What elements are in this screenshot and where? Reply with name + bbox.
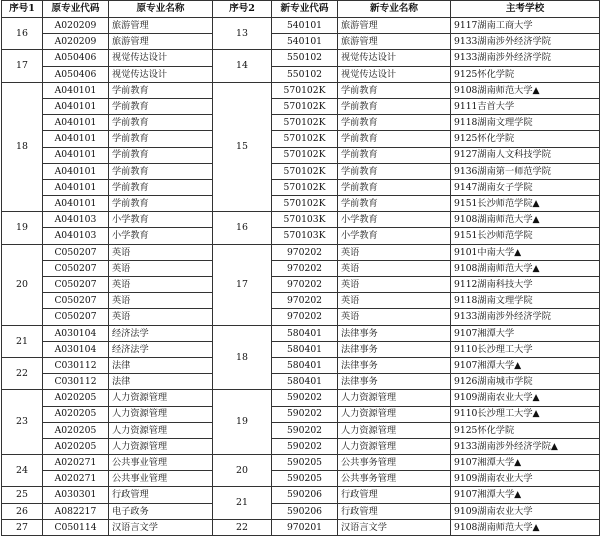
- table-row: [2, 390, 600, 406]
- orig-name-cell: 学前教育: [109, 98, 213, 114]
- new-name-cell: 英语: [338, 260, 451, 276]
- new-code-cell: 570103K: [272, 212, 338, 228]
- orig-code-cell: C050207: [43, 244, 109, 260]
- table-row: [2, 82, 600, 98]
- orig-code-cell: A040101: [43, 98, 109, 114]
- new-code-cell: 570102K: [272, 179, 338, 195]
- orig-code-cell: C050114: [43, 519, 109, 535]
- orig-name-cell: 公共事业管理: [109, 455, 213, 471]
- table-row: [2, 487, 600, 503]
- new-code-cell: 590205: [272, 471, 338, 487]
- new-name-cell: 人力资源管理: [338, 406, 451, 422]
- new-code-cell: 570102K: [272, 115, 338, 131]
- orig-code-cell: A020205: [43, 438, 109, 454]
- new-code-cell: 580401: [272, 341, 338, 357]
- orig-name-cell: 法律: [109, 374, 213, 390]
- new-code-cell: 590205: [272, 455, 338, 471]
- new-code-cell: 540101: [272, 18, 338, 34]
- new-code-cell: 590206: [272, 487, 338, 503]
- school-cell: 9133湖南涉外经济学院: [451, 309, 600, 325]
- seq2-cell: 18: [213, 325, 272, 390]
- new-code-cell: 970202: [272, 244, 338, 260]
- school-cell: 9112湖南科技大学: [451, 277, 600, 293]
- orig-code-cell: A040101: [43, 82, 109, 98]
- orig-code-cell: A020205: [43, 390, 109, 406]
- seq1-cell: 24: [2, 455, 43, 487]
- new-name-cell: 法律事务: [338, 341, 451, 357]
- table-row: [2, 212, 600, 228]
- orig-name-cell: 公共事业管理: [109, 471, 213, 487]
- table-header-row: [2, 1, 600, 18]
- table-row: [2, 260, 600, 276]
- table-row: [2, 98, 600, 114]
- table-row: [2, 131, 600, 147]
- new-code-cell: 580401: [272, 325, 338, 341]
- major-mapping-table: [1, 0, 600, 536]
- school-cell: 9110长沙理工大学: [451, 341, 600, 357]
- orig-code-cell: A040103: [43, 212, 109, 228]
- new-name-cell: 学前教育: [338, 98, 451, 114]
- table-row: [2, 66, 600, 82]
- orig-code-cell: C030112: [43, 357, 109, 373]
- new-code-cell: 570102K: [272, 163, 338, 179]
- school-cell: 9118湖南文理学院: [451, 115, 600, 131]
- new-code-cell: 590202: [272, 422, 338, 438]
- new-name-cell: 学前教育: [338, 196, 451, 212]
- table-row: [2, 18, 600, 34]
- new-code-cell: 590206: [272, 503, 338, 519]
- school-cell: 9109湖南农业大学: [451, 503, 600, 519]
- seq2-cell: 21: [213, 487, 272, 519]
- table-row: [2, 422, 600, 438]
- school-cell: 9108湖南师范大学▲: [451, 82, 600, 98]
- table-row: [2, 471, 600, 487]
- table-row: [2, 34, 600, 50]
- school-cell: 9118湖南文理学院: [451, 293, 600, 309]
- orig-code-cell: A040101: [43, 163, 109, 179]
- table-row: [2, 455, 600, 471]
- new-name-cell: 行政管理: [338, 503, 451, 519]
- header-orig-name: 原专业名称: [109, 1, 213, 18]
- orig-name-cell: 法律: [109, 357, 213, 373]
- orig-name-cell: 学前教育: [109, 163, 213, 179]
- new-name-cell: 公共事务管理: [338, 471, 451, 487]
- new-name-cell: 法律事务: [338, 325, 451, 341]
- new-name-cell: 学前教育: [338, 163, 451, 179]
- orig-name-cell: 人力资源管理: [109, 438, 213, 454]
- school-cell: 9136湖南第一师范学院: [451, 163, 600, 179]
- school-cell: 9117湖南工商大学: [451, 18, 600, 34]
- new-name-cell: 法律事务: [338, 374, 451, 390]
- orig-name-cell: 小学教育: [109, 212, 213, 228]
- new-name-cell: 行政管理: [338, 487, 451, 503]
- header-new-name: 新专业名称: [338, 1, 451, 18]
- seq1-cell: 23: [2, 390, 43, 455]
- table-row: [2, 147, 600, 163]
- orig-name-cell: 经济法学: [109, 341, 213, 357]
- orig-name-cell: 学前教育: [109, 115, 213, 131]
- school-cell: 9111吉首大学: [451, 98, 600, 114]
- orig-code-cell: A020209: [43, 34, 109, 50]
- orig-code-cell: A040101: [43, 196, 109, 212]
- header-school: 主考学校: [451, 1, 600, 18]
- school-cell: 9133湖南涉外经济学院: [451, 50, 600, 66]
- new-code-cell: 590202: [272, 406, 338, 422]
- new-name-cell: 公共事务管理: [338, 455, 451, 471]
- seq1-cell: 17: [2, 50, 43, 82]
- school-cell: 9125怀化学院: [451, 131, 600, 147]
- new-name-cell: 法律事务: [338, 357, 451, 373]
- new-name-cell: 人力资源管理: [338, 438, 451, 454]
- new-name-cell: 学前教育: [338, 147, 451, 163]
- school-cell: 9107湘潭大学▲: [451, 357, 600, 373]
- orig-name-cell: 学前教育: [109, 196, 213, 212]
- seq2-cell: 14: [213, 50, 272, 82]
- seq1-cell: 16: [2, 18, 43, 50]
- new-name-cell: 学前教育: [338, 82, 451, 98]
- orig-name-cell: 人力资源管理: [109, 406, 213, 422]
- table-row: [2, 115, 600, 131]
- school-cell: 9147湖南女子学院: [451, 179, 600, 195]
- school-cell: 9110长沙理工大学▲: [451, 406, 600, 422]
- seq2-cell: 19: [213, 390, 272, 455]
- school-cell: 9133湖南涉外经济学院: [451, 34, 600, 50]
- orig-name-cell: 英语: [109, 277, 213, 293]
- new-code-cell: 970202: [272, 293, 338, 309]
- new-code-cell: 550102: [272, 50, 338, 66]
- orig-name-cell: 英语: [109, 293, 213, 309]
- new-code-cell: 570102K: [272, 196, 338, 212]
- new-name-cell: 学前教育: [338, 131, 451, 147]
- orig-code-cell: C050207: [43, 293, 109, 309]
- school-cell: 9125怀化学院: [451, 422, 600, 438]
- seq1-cell: 25: [2, 487, 43, 503]
- header-orig-code: 原专业代码: [43, 1, 109, 18]
- school-cell: 9127湖南人文科技学院: [451, 147, 600, 163]
- orig-code-cell: A050406: [43, 50, 109, 66]
- table-row: [2, 196, 600, 212]
- orig-code-cell: A020271: [43, 471, 109, 487]
- school-cell: 9133湖南涉外经济学院▲: [451, 438, 600, 454]
- school-cell: 9151长沙师范学院▲: [451, 196, 600, 212]
- seq2-cell: 16: [213, 212, 272, 244]
- orig-name-cell: 学前教育: [109, 147, 213, 163]
- table-row: [2, 406, 600, 422]
- seq1-cell: 21: [2, 325, 43, 357]
- school-cell: 9107湘潭大学: [451, 325, 600, 341]
- seq2-cell: 15: [213, 82, 272, 212]
- table-row: [2, 293, 600, 309]
- table-row: [2, 325, 600, 341]
- seq1-cell: 26: [2, 503, 43, 519]
- table-row: [2, 228, 600, 244]
- orig-code-cell: A082217: [43, 503, 109, 519]
- orig-name-cell: 旅游管理: [109, 34, 213, 50]
- seq1-cell: 22: [2, 357, 43, 389]
- orig-name-cell: 小学教育: [109, 228, 213, 244]
- orig-name-cell: 学前教育: [109, 131, 213, 147]
- orig-name-cell: 电子政务: [109, 503, 213, 519]
- new-name-cell: 旅游管理: [338, 34, 451, 50]
- header-new-code: 新专业代码: [272, 1, 338, 18]
- seq1-cell: 27: [2, 519, 43, 535]
- school-cell: 9107湘潭大学▲: [451, 455, 600, 471]
- school-cell: 9125怀化学院: [451, 66, 600, 82]
- orig-code-cell: A020205: [43, 406, 109, 422]
- seq2-cell: 20: [213, 455, 272, 487]
- new-code-cell: 580401: [272, 357, 338, 373]
- orig-code-cell: A030104: [43, 325, 109, 341]
- school-cell: 9109湖南农业大学▲: [451, 390, 600, 406]
- new-name-cell: 英语: [338, 309, 451, 325]
- orig-name-cell: 视觉传达设计: [109, 50, 213, 66]
- new-name-cell: 旅游管理: [338, 18, 451, 34]
- table-row: [2, 341, 600, 357]
- new-code-cell: 590202: [272, 438, 338, 454]
- new-code-cell: 550102: [272, 66, 338, 82]
- new-name-cell: 视觉传达设计: [338, 50, 451, 66]
- seq1-cell: 20: [2, 244, 43, 325]
- new-name-cell: 英语: [338, 244, 451, 260]
- school-cell: 9101中南大学▲: [451, 244, 600, 260]
- orig-code-cell: A040101: [43, 147, 109, 163]
- table-row: [2, 503, 600, 519]
- new-code-cell: 570102K: [272, 131, 338, 147]
- new-code-cell: 970201: [272, 519, 338, 535]
- seq2-cell: 17: [213, 244, 272, 325]
- school-cell: 9107湘潭大学▲: [451, 487, 600, 503]
- new-code-cell: 970202: [272, 309, 338, 325]
- new-name-cell: 学前教育: [338, 179, 451, 195]
- new-code-cell: 970202: [272, 260, 338, 276]
- new-name-cell: 英语: [338, 293, 451, 309]
- table-row: [2, 357, 600, 373]
- table-row: [2, 519, 600, 535]
- new-name-cell: 人力资源管理: [338, 422, 451, 438]
- table-row: [2, 309, 600, 325]
- header-seq2: 序号2: [213, 1, 272, 18]
- table-row: [2, 50, 600, 66]
- new-name-cell: 视觉传达设计: [338, 66, 451, 82]
- orig-name-cell: 英语: [109, 244, 213, 260]
- orig-name-cell: 学前教育: [109, 179, 213, 195]
- new-code-cell: 570102K: [272, 98, 338, 114]
- orig-code-cell: A030301: [43, 487, 109, 503]
- orig-code-cell: A020209: [43, 18, 109, 34]
- orig-name-cell: 人力资源管理: [109, 422, 213, 438]
- new-name-cell: 英语: [338, 277, 451, 293]
- new-name-cell: 小学教育: [338, 228, 451, 244]
- table-row: [2, 179, 600, 195]
- new-code-cell: 580401: [272, 374, 338, 390]
- school-cell: 9108湖南师范大学▲: [451, 260, 600, 276]
- orig-code-cell: C050207: [43, 309, 109, 325]
- seq1-cell: 19: [2, 212, 43, 244]
- table-row: [2, 374, 600, 390]
- orig-code-cell: A020205: [43, 422, 109, 438]
- orig-code-cell: A040103: [43, 228, 109, 244]
- new-name-cell: 小学教育: [338, 212, 451, 228]
- orig-name-cell: 学前教育: [109, 82, 213, 98]
- orig-name-cell: 英语: [109, 309, 213, 325]
- seq1-cell: 18: [2, 82, 43, 212]
- orig-code-cell: A050406: [43, 66, 109, 82]
- orig-code-cell: A040101: [43, 179, 109, 195]
- new-code-cell: 570103K: [272, 228, 338, 244]
- table-row: [2, 277, 600, 293]
- orig-code-cell: C030112: [43, 374, 109, 390]
- table-row: [2, 438, 600, 454]
- table-row: [2, 244, 600, 260]
- school-cell: 9108湖南师范大学▲: [451, 519, 600, 535]
- orig-code-cell: A040101: [43, 131, 109, 147]
- orig-code-cell: A020271: [43, 455, 109, 471]
- new-name-cell: 人力资源管理: [338, 390, 451, 406]
- orig-code-cell: C050207: [43, 277, 109, 293]
- table-row: [2, 163, 600, 179]
- school-cell: 9151长沙师范学院: [451, 228, 600, 244]
- school-cell: 9109湖南农业大学: [451, 471, 600, 487]
- orig-name-cell: 人力资源管理: [109, 390, 213, 406]
- school-cell: 9108湖南师范大学▲: [451, 212, 600, 228]
- orig-code-cell: C050207: [43, 260, 109, 276]
- new-name-cell: 学前教育: [338, 115, 451, 131]
- new-code-cell: 570102K: [272, 82, 338, 98]
- school-cell: 9126湖南城市学院: [451, 374, 600, 390]
- orig-name-cell: 经济法学: [109, 325, 213, 341]
- orig-name-cell: 汉语言文学: [109, 519, 213, 535]
- orig-code-cell: A040101: [43, 115, 109, 131]
- orig-name-cell: 视觉传达设计: [109, 66, 213, 82]
- orig-code-cell: A030104: [43, 341, 109, 357]
- seq2-cell: 22: [213, 519, 272, 535]
- orig-name-cell: 英语: [109, 260, 213, 276]
- new-code-cell: 590202: [272, 390, 338, 406]
- header-seq1: 序号1: [2, 1, 43, 18]
- new-code-cell: 570102K: [272, 147, 338, 163]
- seq2-cell: 13: [213, 18, 272, 50]
- new-code-cell: 540101: [272, 34, 338, 50]
- orig-name-cell: 行政管理: [109, 487, 213, 503]
- new-code-cell: 970202: [272, 277, 338, 293]
- new-name-cell: 汉语言文学: [338, 519, 451, 535]
- orig-name-cell: 旅游管理: [109, 18, 213, 34]
